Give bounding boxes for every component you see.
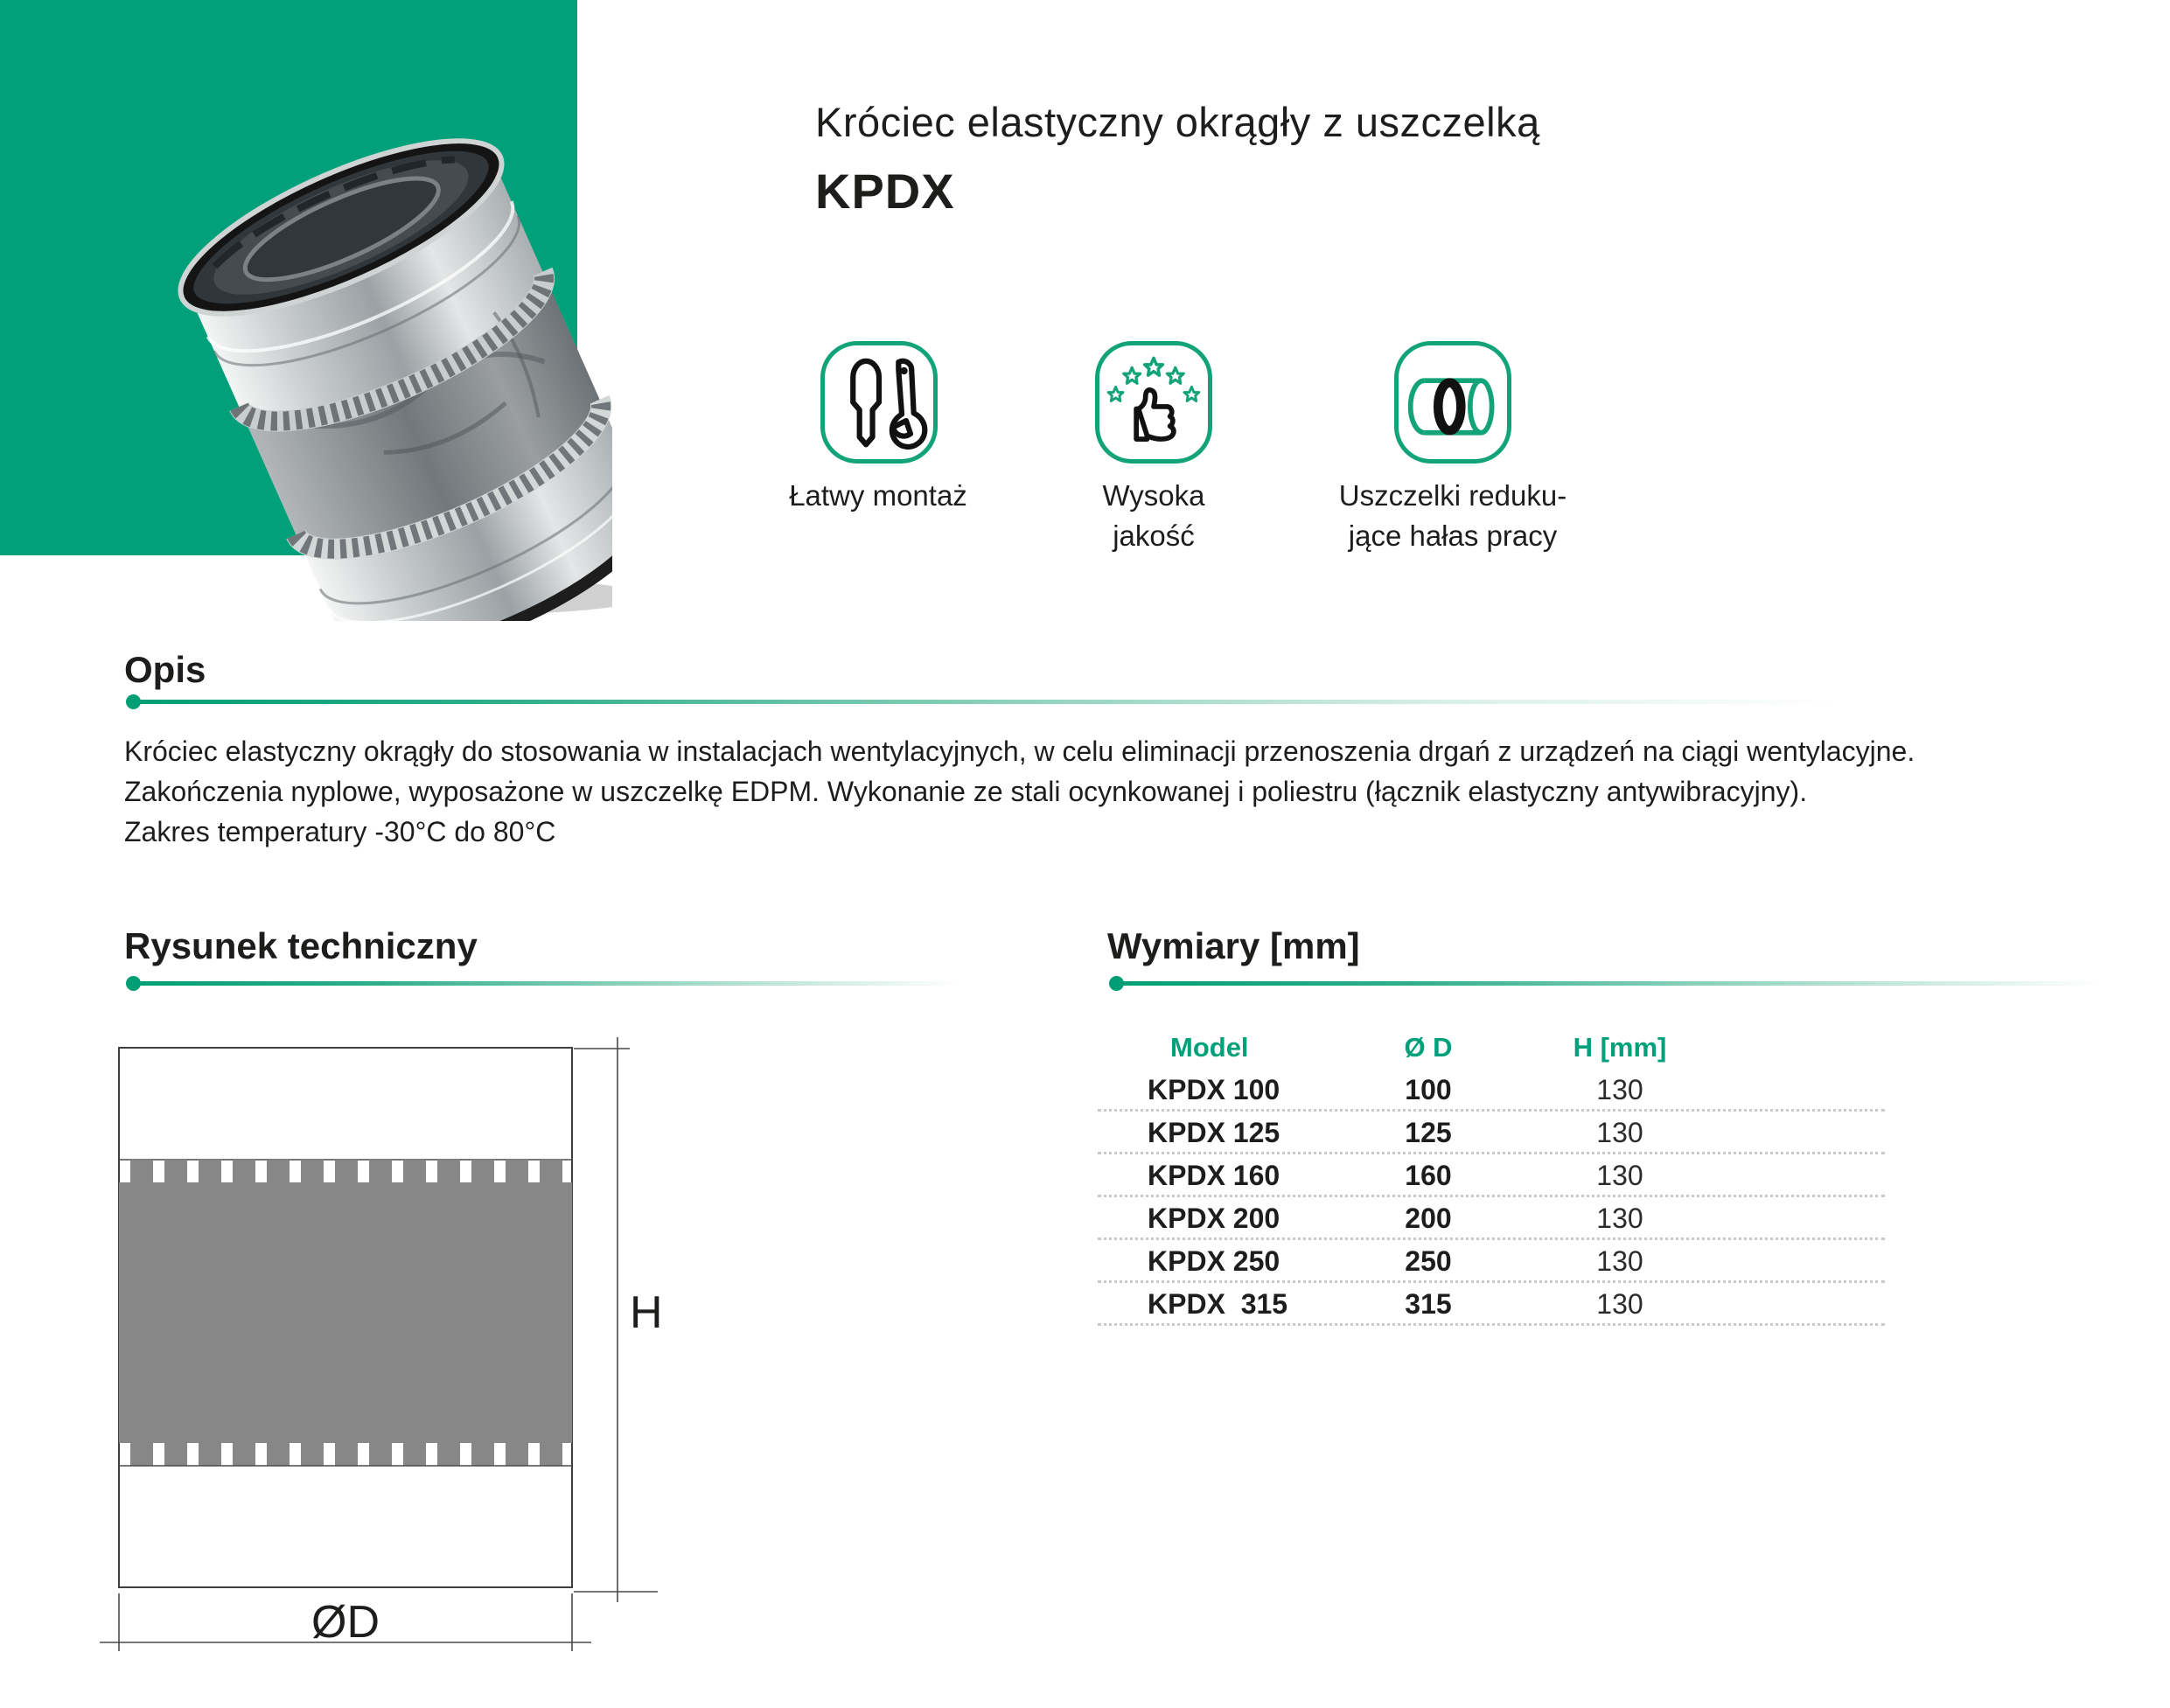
model-cell: KPDX 200 <box>1148 1203 1280 1234</box>
table-row <box>1098 1069 1885 1112</box>
divider-dot <box>1109 976 1124 991</box>
feature-label-noise-reducing-gaskets: Uszczelki reduku- jące hałas pracy <box>1338 479 1567 552</box>
description-line: Króciec elastyczny okrągły do stosowania w instalacjach wentylacyjnych, w celu eliminacji przenoszenia drgań z urządzeń na ciągi wentylacyjne. <box>124 735 1915 767</box>
height-cell: 130 <box>1596 1203 1643 1234</box>
table-row <box>1098 1112 1885 1154</box>
feature-box-noise-reducing-gaskets <box>1394 341 1511 464</box>
dimensions-heading: Wymiary [mm] <box>1107 925 1360 966</box>
description-line: Zakres temperatury -30°C do 80°C <box>124 816 556 847</box>
model-cell: KPDX 100 <box>1148 1074 1280 1105</box>
description-heading: Opis <box>124 649 206 690</box>
table-row <box>1098 1240 1885 1283</box>
table-row <box>1098 1154 1885 1197</box>
crimp-band-top <box>119 1160 572 1182</box>
model-cell: KPDX 125 <box>1148 1117 1280 1148</box>
feature-label-easy-mounting: Łatwy montaż <box>789 479 967 512</box>
table-header-row <box>1098 1030 1885 1069</box>
height-label: H <box>630 1287 663 1338</box>
height-cell: 130 <box>1596 1288 1643 1320</box>
column-header-diameter: Ø D <box>1404 1032 1453 1063</box>
diameter-cell: 100 <box>1405 1074 1452 1105</box>
diameter-cell: 125 <box>1405 1117 1452 1148</box>
feature-box-high-quality <box>1095 341 1212 464</box>
flex-section <box>119 1182 572 1443</box>
model-cell: KPDX 315 <box>1148 1288 1288 1320</box>
diameter-cell: 250 <box>1405 1245 1452 1277</box>
thumbs-up-stars-icon <box>1099 345 1208 459</box>
height-cell: 130 <box>1596 1117 1643 1148</box>
column-header-height: H [mm] <box>1573 1032 1667 1063</box>
feature-box-easy-mounting <box>820 341 938 464</box>
description-line: Zakończenia nyplowe, wyposażone w uszczelkę EDPM. Wykonanie ze stali ocynkowanej i poliestru (łącznik elastyczny antywibracyjny). <box>124 776 1808 807</box>
diameter-cell: 315 <box>1405 1288 1452 1320</box>
product-photo <box>122 61 612 621</box>
divider-dot <box>126 976 141 991</box>
gasket-duct-icon <box>1399 345 1507 459</box>
height-cell: 130 <box>1596 1160 1643 1191</box>
divider-dot <box>126 694 141 709</box>
model-cell: KPDX 250 <box>1148 1245 1280 1277</box>
drawing-heading: Rysunek techniczny <box>124 925 478 966</box>
drawing-divider <box>129 981 960 986</box>
dimensions-divider <box>1113 981 2101 986</box>
page-title: Króciec elastyczny okrągły z uszczelką <box>815 99 1540 145</box>
height-cell: 130 <box>1596 1074 1643 1105</box>
table-row <box>1098 1283 1885 1326</box>
dimensions-table <box>1098 1030 1885 1326</box>
diameter-cell: 160 <box>1405 1160 1452 1191</box>
diameter-label: ØD <box>311 1597 380 1648</box>
column-header-model: Model <box>1170 1032 1249 1063</box>
crimp-band-bottom <box>119 1443 572 1466</box>
product-code: KPDX <box>815 164 955 219</box>
diameter-cell: 200 <box>1405 1203 1452 1234</box>
technical-drawing <box>87 1023 682 1688</box>
description-divider <box>129 700 1839 704</box>
model-cell: KPDX 160 <box>1148 1160 1280 1191</box>
tools-icon <box>825 345 933 459</box>
table-row <box>1098 1197 1885 1240</box>
description-text <box>124 731 1915 852</box>
duct-connector <box>160 107 612 621</box>
height-cell: 130 <box>1596 1245 1643 1277</box>
feature-label-high-quality: Wysoka jakość <box>1102 479 1205 552</box>
